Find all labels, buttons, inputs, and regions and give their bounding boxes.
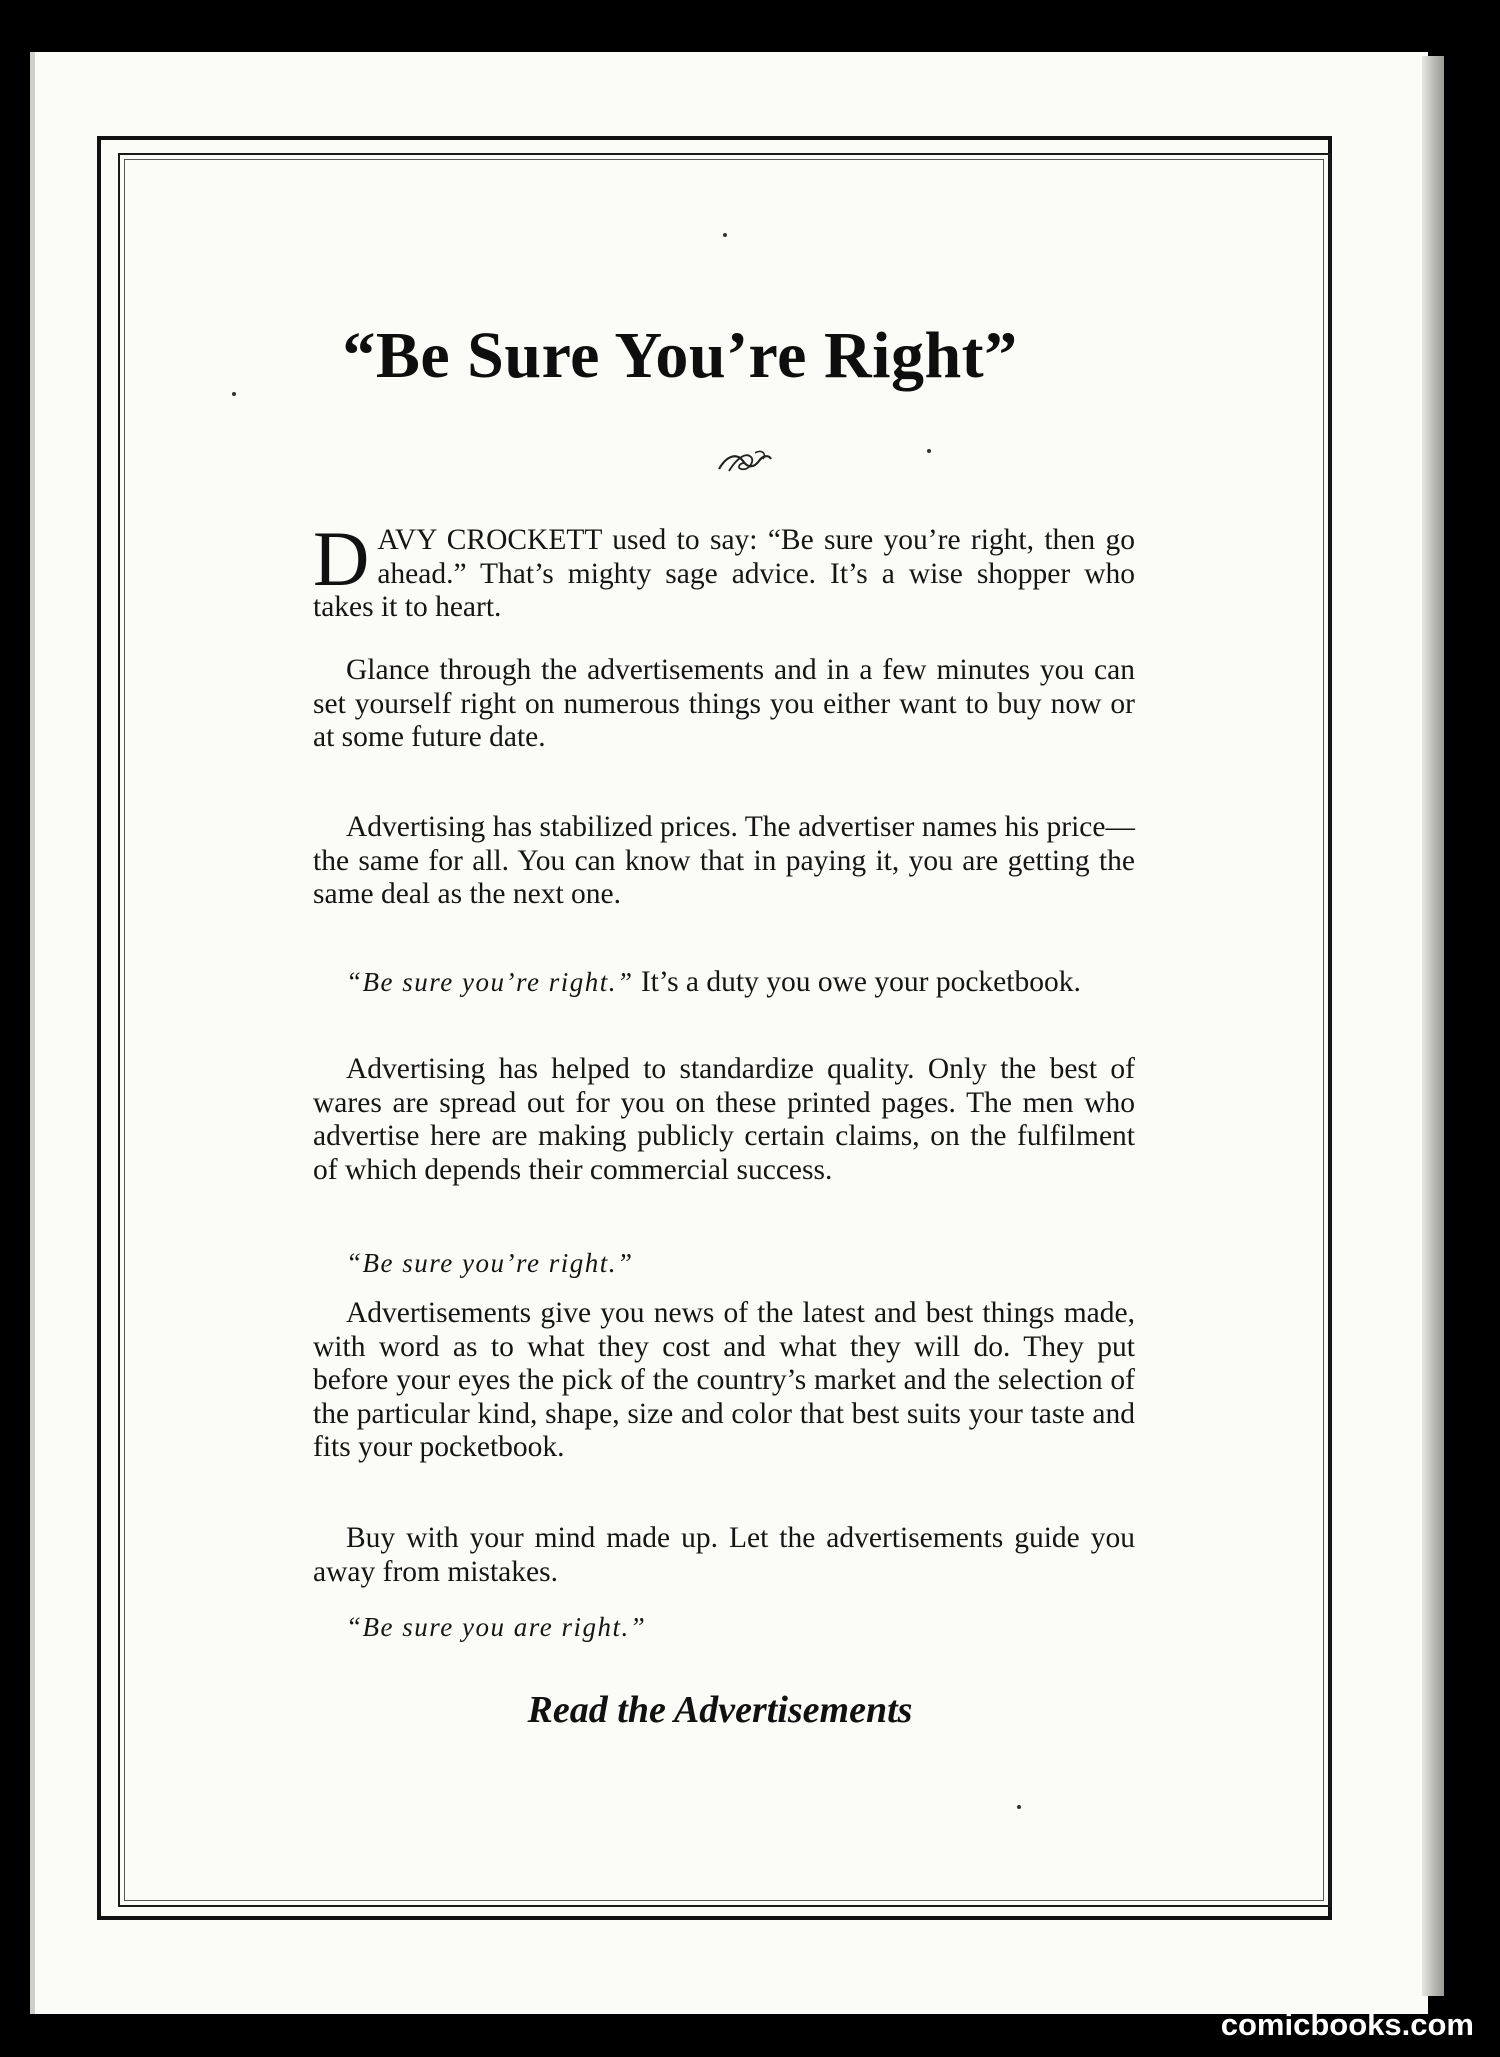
paragraph-1-text: AVY CROCKETT used to say: “Be sure you’re right, then go ahead.” That’s mighty sage advice. It’s a wise shopper who takes it to heart. (313, 524, 1135, 623)
ornamental-flourish-icon (715, 447, 775, 477)
speck (927, 449, 931, 453)
italic-refrain-1: “Be sure you’re right.” (346, 1248, 634, 1278)
page-right-edge (1422, 56, 1444, 1996)
speck (232, 392, 236, 396)
watermark: comicbooks.com (1220, 2007, 1474, 2042)
page-title: “Be Sure You’re Right” (342, 319, 1018, 392)
drop-cap: D (313, 515, 370, 602)
page-left-edge (30, 52, 35, 2014)
paragraph-4-italic: “Be sure you’re right.” (346, 967, 634, 997)
paragraph-5: Advertising has helped to standardize quality. Only the best of wares are spread out for you on these printed pages. The men who advertise here are making publicly certain claims, on the fulfilment of which depends their commercial success. (313, 1053, 1135, 1186)
speck (1017, 1805, 1021, 1809)
paragraph-4 (313, 966, 1135, 1000)
speck (723, 233, 727, 237)
paragraph-3: Advertising has stabilized prices. The advertiser names his price—the same for all. You can know that in paying it, you are getting the same deal as the next one. (313, 811, 1135, 910)
paragraph-4-text: It’s a duty you owe your pocketbook. (633, 966, 1081, 998)
italic-refrain-2: “Be sure you are right.” (346, 1612, 647, 1642)
inner-hairline-border (124, 159, 1324, 1901)
paragraph-1 (313, 515, 1135, 625)
paragraph-2: Glance through the advertisements and in a few minutes you can set yourself right on numerous things you either want to buy now or at some future date. (313, 654, 1135, 753)
paragraph-6: Advertisements give you news of the latest and best things made, with word as to what they cost and what they will do. They put before your eyes the pick of the country’s market and the selection of the particular kind, shape, size and color that best suits your taste and fits your pocketbook. (313, 1297, 1135, 1463)
paragraph-7: Buy with your mind made up. Let the advertisements guide you away from mistakes. (313, 1522, 1135, 1588)
closing-line: Read the Advertisements (527, 1689, 913, 1731)
